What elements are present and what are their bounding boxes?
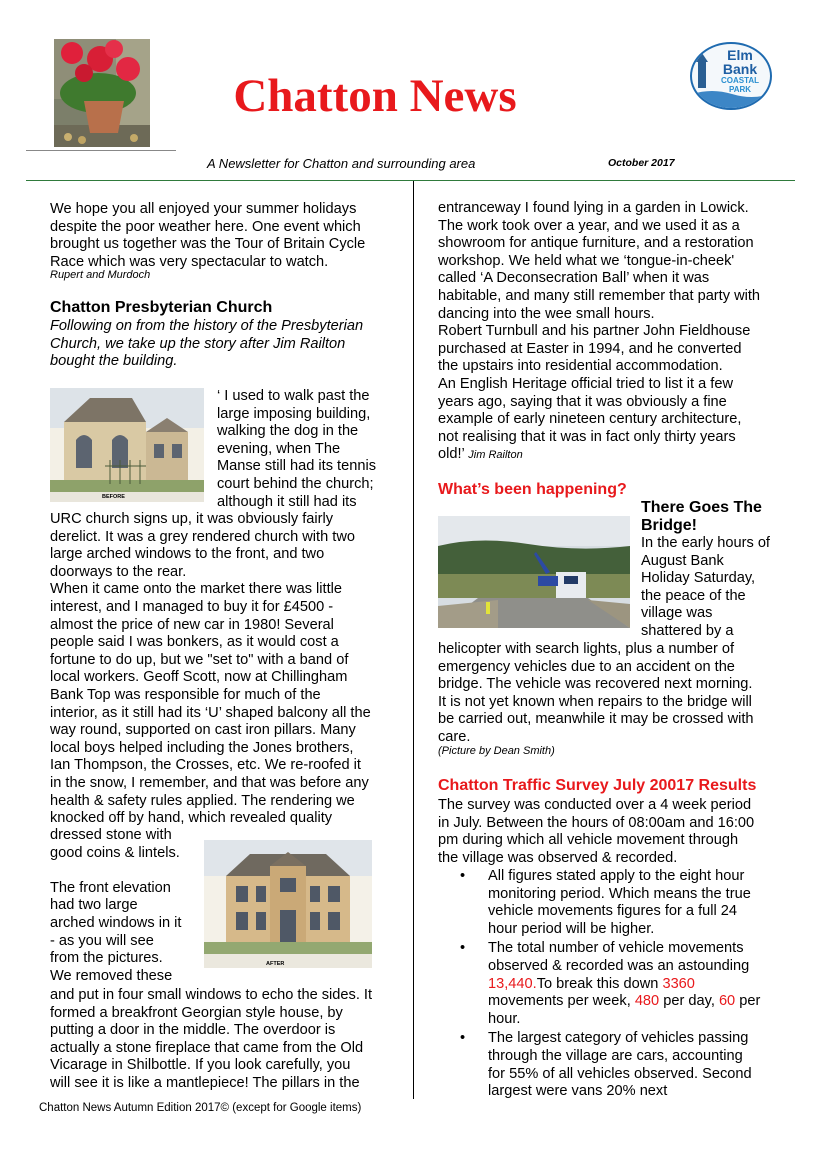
newsletter-title: Chatton News [233,70,517,122]
church-before-picture [50,388,204,502]
bridge-story-wrap: In the early hours of August Bank Holiday Saturday, the peace of the village was shattered by a [641,535,770,639]
church-heading: Chatton Presbyterian Church [50,299,273,316]
weekly-movements-value: 3360 [662,975,695,992]
column-divider [413,181,414,1099]
before-label: BEFORE [102,494,125,500]
church-story-wrap-1: ‘ I used to walk past the large imposing building, walking the dog in the evening, when The Manse still had its tennis court behind the church; although it still had its [217,388,376,510]
photo-rule [26,150,176,151]
bridge-picture-credit: (Picture by Dean Smith) [438,745,555,757]
railton-signature: Jim Railton [468,449,523,462]
church-story-full-2: and put in four small windows to echo the sides. It formed a breakfront Georgian style house, by putting a door in the middle. The overdoor is actually a stone fireplace that came from the Old Vicarage in Shilbottle. If you look carefully, you will see it is like a mantlepiece! The pillars in the [50,987,373,1091]
issue-date: October 2017 [608,157,675,169]
church-intro: Following on from the history of the Presbyterian Church, we take up the story after Jim Railton bought the building. [50,318,364,370]
bridge-story-full: helicopter with search lights, plus a number of emergency vehicles due to an accident on the bridge. The vehicle was recovered next morning. It is not yet known when repairs to the bridge will be carried out, meanwhile it may be crossed with care. [438,641,754,745]
happening-heading: What’s been happening? [438,481,627,498]
daily-movements-value: 480 [634,993,660,1010]
bridge-title: There Goes The Bridge! [641,499,762,534]
traffic-survey-bullets [438,868,798,1101]
after-label: AFTER [266,961,285,967]
intro-signature: Rupert and Murdoch [50,269,151,281]
elm-bank-logo: Elm Bank COASTAL PARK [690,42,772,110]
survey-bullet: • The largest category of vehicles passing through the village are cars, accounting for 55% of all vehicles observed. Second largest were vans 20% next [438,1030,798,1100]
intro-paragraph: We hope you all enjoyed your summer holidays despite the poor weather here. One event which brought us together was the Tour of Britain Cycle Race which was very spectacular to watch. [50,201,366,270]
bridge-accident-picture [438,516,630,628]
header-rule [26,180,795,181]
church-story-continued: entranceway I found lying in a garden in Lowick. The work took over a year, and we used it as a showroom for antique furniture, and a restoration workshop. We held what we ‘tongue-in-cheek' called ‘A Deconsecration Ball’ when it was habitable, and many still remember that party with dancing into the wee small hours. Robert Turnbull and his partner John Fieldhouse purchased at Easter in 1994, and he converted the upstairs into residential accommodation. An English Heritage official tried to list it a few years ago, saying that it was obviously a fine example of early nineteen century architecture, not realising that it was in fact only thirty years old!’ Jim Railton [438,200,761,463]
church-story-full-1: URC church signs up, it was obviously fairly derelict. It was a grey rendered church with two large arched windows to the front, and two doorways to the rear. When it came onto the market there was little interest, and I managed to buy it for £4500 - almost the price of new car in 1980! Several people said I was bonkers, as it would cost a fortune to do up, but we "set to" with a band of local workers. Geoff Scott, now at Chillingham Bank Top was responsible for much of the interior, as it still had its ‘U’ shaped balcony all the way round, supported on cast iron pillars. Many local boys helped including the Jones brothers, Ian Thompson, the Crosses, etc. We re-roofed it in the snow, I remember, and that was before any health & safety rules applied. The rendering we knocked off by hand, which revealed quality [50,511,371,827]
church-after-picture [204,840,372,968]
total-movements-value: 13,440. [488,975,537,992]
geranium-photo [54,39,150,147]
traffic-survey-heading: Chatton Traffic Survey July 20017 Results [438,777,757,794]
survey-bullet: • All figures stated apply to the eight hour monitoring period. Which means the true vehicle movements figures for a full 24 hour period will be higher. [438,868,798,938]
church-story-wrap-2: dressed stone with good coins & lintels. The front elevation had two large arched windows in it - as you will see from the pictures. We removed these [50,827,182,984]
footer-text: Chatton News Autumn Edition 2017© (except for Google items) [39,1102,362,1114]
traffic-survey-intro: The survey was conducted over a 4 week period in July. Between the hours of 08:00am and 16:00 pm during which all vehicle movement through the village was observed & recorded. [438,797,755,866]
hourly-movements-value: 60 [718,993,736,1010]
newsletter-subtitle: A Newsletter for Chatton and surrounding area [207,156,476,171]
survey-bullet: • The total number of vehicle movements observed & recorded was an astounding 13,440.To break this down 3360 movements per week, 480 per day, 60 per hour. [438,940,798,1028]
